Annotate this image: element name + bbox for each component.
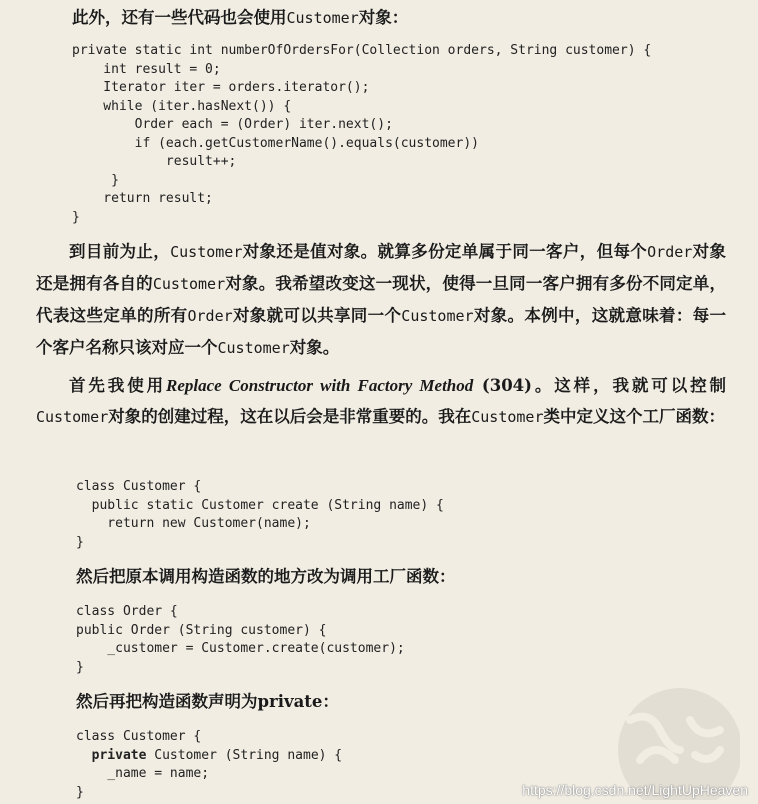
code-line: } [76, 784, 84, 800]
code-line: _name = name; [76, 766, 210, 781]
text-span: 对象的创建过程，这在以后会是非常重要的。我在 [108, 407, 472, 426]
paragraph-replace-calls: 然后把原本调用构造函数的地方改为调用工厂函数： [76, 567, 456, 586]
code-block-customer-create: class Customer { public static Customer create (String name) { return new Customer(name); } [76, 479, 444, 550]
intro-text: 此外，还有一些代码也会使用 [72, 8, 287, 27]
inline-code: Customer [401, 307, 474, 325]
text-span: 对象。本例中，这就意味着：每一个客户名称只该对应一个 [36, 306, 727, 357]
text-span: 对象还是值对象。就算多份定单属于同一客户，但每个 [242, 242, 648, 261]
paragraph-value-object [36, 236, 726, 364]
inline-code: Order [647, 243, 693, 261]
inline-code: Customer [217, 339, 290, 357]
text-span: 到目前为止， [69, 242, 171, 261]
code-block-private-customer [76, 728, 342, 802]
code-block-number-of-orders: private static int numberOfOrdersFor(Collection orders, String customer) { int result = 0; Iterator iter = orders.iterator(); while (iter.hasNext()) { Order each = (Order) iter.next(); if (each.getCustomerName().equals(customer)) result++; } return result; } [72, 43, 652, 225]
code-line: class Customer { [76, 729, 202, 744]
inline-code: Customer [36, 408, 109, 426]
inline-code: Customer [471, 408, 544, 426]
inline-code: Order [187, 307, 233, 325]
paragraph-factory-method [36, 370, 726, 433]
code-line: Customer (String name) { [146, 747, 343, 763]
refactoring-name: Replace Constructor with Factory Method [166, 376, 474, 395]
text-span: 类中定义这个工厂函数： [543, 407, 725, 426]
text-span: 对象就可以共享同一个 [232, 306, 402, 325]
code-block-order-constructor: class Order { public Order (String customer) { _customer = Customer.create(customer); } [76, 604, 405, 675]
paragraph-private-constructor: 然后再把构造函数声明为private： [76, 692, 339, 711]
text-span: 对象。 [289, 338, 340, 357]
inline-code: Customer [152, 275, 226, 293]
text-span: 。这样，我就可以控制 [531, 376, 726, 395]
intro-paragraph [72, 2, 758, 34]
intro-text: 对象： [358, 8, 409, 27]
page-reference: (304) [473, 376, 532, 395]
watermark-url: https://blog.csdn.net/LightUpHeaven [522, 782, 748, 798]
text-span: 首先我使用 [69, 376, 167, 395]
inline-code: Customer [286, 9, 359, 27]
text-span: 对象。我希望改变这一现状，使得一旦同一客户拥有多份不同定单，代表这些定单的所有 [36, 274, 727, 325]
code-keyword: private [91, 747, 147, 763]
inline-code: Customer [170, 243, 243, 261]
text-span: 对象还是拥有各自的 [36, 242, 727, 293]
